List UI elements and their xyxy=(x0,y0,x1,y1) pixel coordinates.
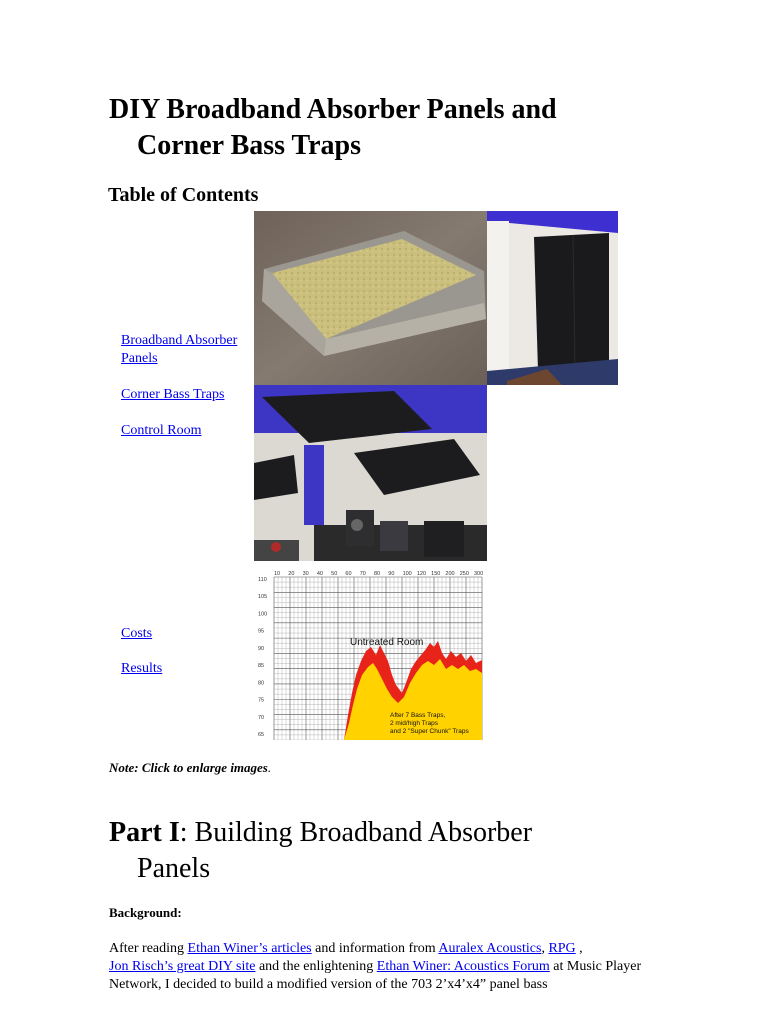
frequency-response-chart-svg xyxy=(256,565,486,740)
part-one-title-line2: Panels xyxy=(137,853,211,884)
chart-top-tick-label: 70 xyxy=(359,571,366,577)
control-room-image xyxy=(254,385,487,561)
chart-top-tick-label: 30 xyxy=(302,571,309,577)
chart-label-after-2: 2 mid/high Traps xyxy=(390,720,439,727)
background-paragraph xyxy=(109,940,669,994)
chart-top-tick-label: 100 xyxy=(402,571,412,577)
chart-top-tick-label: 20 xyxy=(288,571,295,577)
chart-left-tick-label: 95 xyxy=(258,628,265,635)
chart-left-tick-label: 70 xyxy=(258,714,265,721)
chart-top-tick-label: 50 xyxy=(331,571,338,577)
chart-top-tick-label: 200 xyxy=(445,571,455,577)
chart-left-tick-label: 100 xyxy=(258,611,268,618)
toc-broadband-link-wrap xyxy=(121,332,256,368)
chart-left-tick-label: 90 xyxy=(258,645,265,652)
chart-top-tick-label: 10 xyxy=(274,571,281,577)
wall-panel-image xyxy=(487,211,618,385)
chart-left-tick-label: 80 xyxy=(258,680,265,687)
chart-left-tick-label: 65 xyxy=(258,732,265,738)
part-one-heading xyxy=(109,815,729,887)
toc-link-control-room[interactable]: Control Room xyxy=(121,423,202,438)
bg-text-6: at Music Player Network, I decided to build a modified version of the 703 2’x4’x4” panel bass xyxy=(109,959,642,992)
part-one-title-rest: : Building Broadband Absorber xyxy=(179,817,533,848)
bg-text-4: , xyxy=(575,941,583,956)
toc-heading: Table of Contents xyxy=(108,184,259,206)
toc-link-broadband-line2: Panels xyxy=(121,351,158,366)
toc-link-costs[interactable]: Costs xyxy=(121,626,153,641)
toc-link-results[interactable]: Results xyxy=(121,661,163,676)
page-title-line2: Corner Bass Traps xyxy=(137,130,362,161)
chart-top-tick-label: 300 xyxy=(474,571,484,577)
wall-panel-photo[interactable] xyxy=(487,211,618,385)
bg-text-5: and the enlightening xyxy=(255,959,377,974)
link-jon-risch-diy-site[interactable]: Jon Risch’s great DIY site xyxy=(109,959,256,974)
panel-on-floor-photo[interactable] xyxy=(254,211,487,385)
chart-left-tick-label: 75 xyxy=(258,697,265,704)
bg-text-3: , xyxy=(541,941,549,956)
enlarge-note-text: Note: Click to enlarge images xyxy=(109,760,268,775)
chart-top-ticks xyxy=(274,571,483,577)
panel-on-floor-image xyxy=(254,211,487,385)
chart-top-tick-label: 60 xyxy=(345,571,352,577)
chart-top-tick-label: 40 xyxy=(316,571,323,577)
link-rpg[interactable]: RPG xyxy=(548,941,576,956)
enlarge-note xyxy=(109,760,271,776)
chart-top-tick-label: 250 xyxy=(459,571,469,577)
toc-link-broadband-absorber-panels[interactable] xyxy=(121,333,237,366)
chart-label-after-3: and 2 "Super Chunk" Traps xyxy=(390,728,469,735)
page-title-line1: DIY Broadband Absorber Panels and xyxy=(109,94,557,125)
chart-left-tick-label: 85 xyxy=(258,663,265,670)
control-room-photo[interactable] xyxy=(254,385,487,561)
toc-link-corner-bass-traps[interactable]: Corner Bass Traps xyxy=(121,387,225,402)
bg-text-2: and information from xyxy=(311,941,439,956)
part-one-prefix: Part I xyxy=(109,817,180,848)
page-title xyxy=(109,92,729,164)
link-auralex-acoustics[interactable]: Auralex Acoustics xyxy=(438,941,542,956)
chart-top-tick-label: 150 xyxy=(431,571,441,577)
enlarge-note-period: . xyxy=(267,760,272,775)
link-ethan-winer-articles[interactable]: Ethan Winer’s articles xyxy=(187,941,312,956)
bg-text-1: After reading xyxy=(109,941,188,956)
toc-link-broadband-line1: Broadband Absorber xyxy=(121,333,238,348)
chart-label-after-1: After 7 Bass Traps, xyxy=(390,712,446,719)
chart-top-tick-label: 120 xyxy=(416,571,427,577)
link-ethan-winer-acoustics-forum[interactable]: Ethan Winer: Acoustics Forum xyxy=(376,959,550,974)
chart-left-tick-label: 105 xyxy=(258,594,268,601)
chart-top-tick-label: 90 xyxy=(388,571,395,577)
chart-label-untreated: Untreated Room xyxy=(350,637,424,648)
frequency-response-chart[interactable] xyxy=(256,565,486,740)
background-heading: Background: xyxy=(109,905,182,920)
chart-top-tick-label: 80 xyxy=(374,571,381,577)
chart-left-tick-label: 110 xyxy=(258,577,267,583)
